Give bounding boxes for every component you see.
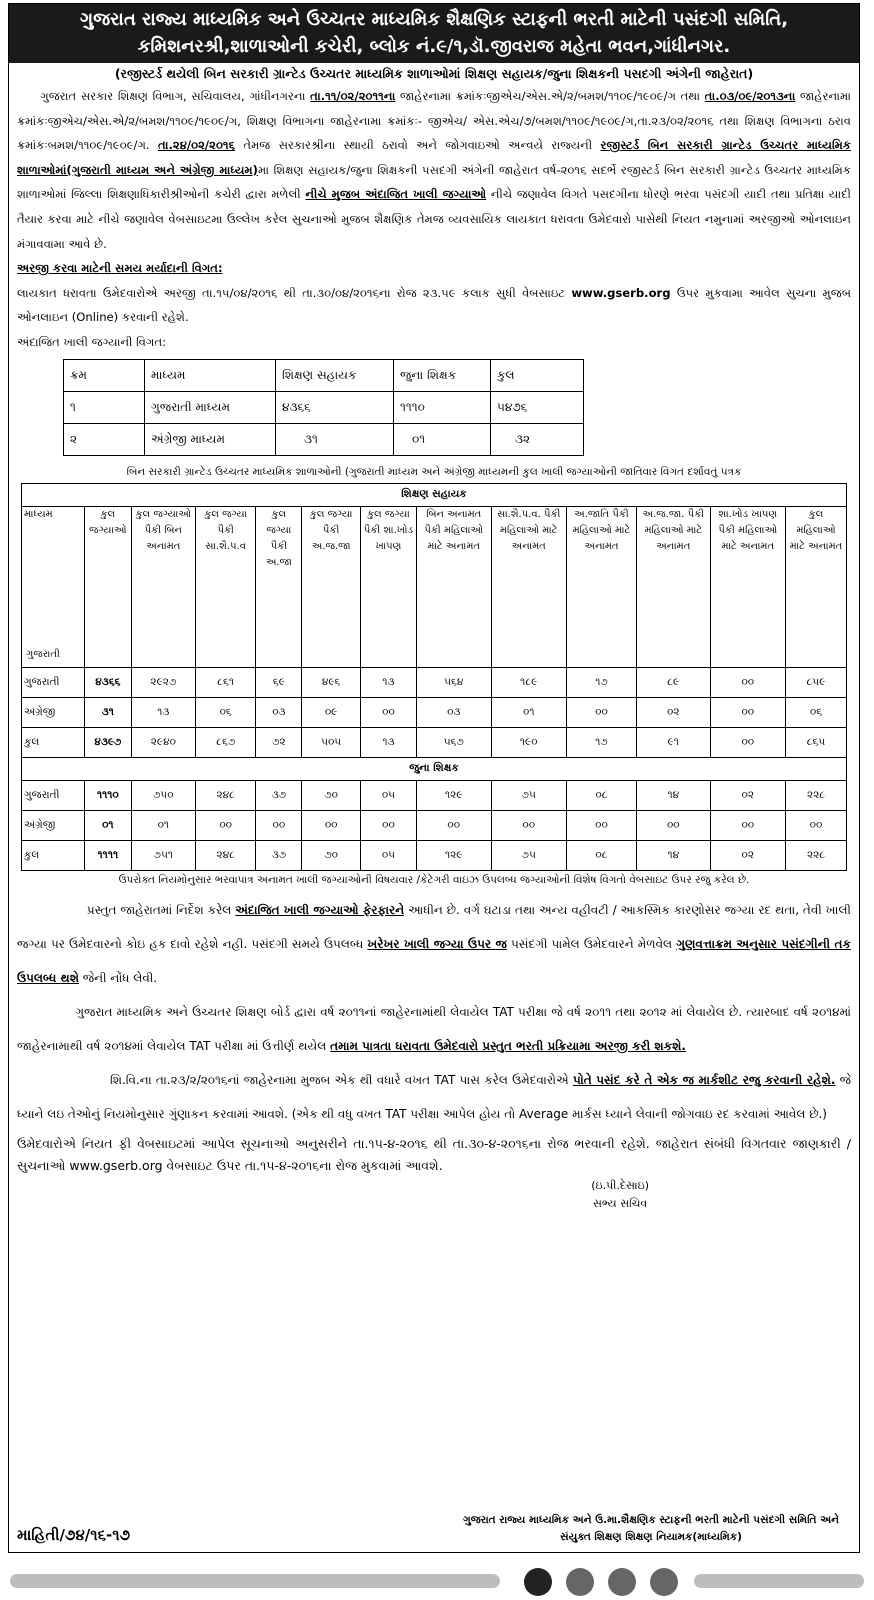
cell-value: ૦૦ [636, 810, 710, 840]
cell-value: ૧૨૯ [416, 840, 491, 870]
cell-value: ૨૪૮ [196, 780, 256, 810]
header-banner [9, 4, 859, 63]
col-header: કુલ જગ્યા પૈકી શા.ખોડ ખાપણ [360, 506, 416, 667]
cell-value: ૧૩ [131, 697, 195, 727]
cell-value: ૦૩ [256, 697, 302, 727]
summary-header-cell: માધ્યમ [145, 359, 276, 391]
website-link[interactable]: www.gserb.org [571, 285, 671, 300]
cell-value: ૨૯૪૦ [131, 727, 195, 757]
category-header-row [22, 506, 847, 667]
cell-value: ૮૬૫ [785, 727, 846, 757]
cell-value: ૦૦ [256, 810, 302, 840]
cell-value: ૭૫૧ [131, 840, 195, 870]
cell-value: ૧૮૯ [491, 667, 566, 697]
cell-value: ૮૬૭ [196, 727, 256, 757]
row-label: અંગ્રેજી [22, 697, 85, 727]
col-header: કુલ જગ્યા પૈકી અ.જ.જા [302, 506, 361, 667]
timeline-heading: અરજી કરવા માટેની સમય મર્યાદાની વિગત: [17, 261, 223, 276]
cell-value: ૦૦ [196, 810, 256, 840]
cell-value: ૦૮ [566, 840, 636, 870]
cell-value: ૦૦ [785, 810, 846, 840]
cell-value: ૩૭ [256, 780, 302, 810]
summary-row: ૧ ગુજરાતી માધ્યમ ૪૩૬૬ ૧૧૧૦ ૫૪૭૬ [64, 391, 584, 423]
cell-value: ૦૦ [491, 810, 566, 840]
page-dot[interactable] [566, 1568, 594, 1596]
cell-value: ૦૦ [416, 810, 491, 840]
cell-value: ૧૪ [636, 840, 710, 870]
timeline-text: લાયકાત ધરાવતા ઉમેદવારોએ અરજી તા.૧૫/૦૪/૨૦૧૬ થી તા.૩૦/૦૪/૨૦૧૬ના રોજ ૨૩.૫૯ કલાક સુધી વેબસાઇટ www.gserb.org ઉપર મુકવામા આવેલ સુચના મુજબ ઓનલાઇન (Online) કરવાની રહેશે. [17, 285, 851, 325]
cell-value: ૬૯ [256, 667, 302, 697]
table-row [22, 810, 847, 840]
section2-rows [22, 780, 847, 870]
cell-value: ૨૨૮ [785, 780, 846, 810]
advertisement-page [8, 3, 860, 1553]
summary-header-cell: ક્રમ [64, 359, 145, 391]
cell-value: ૦૦ [566, 810, 636, 840]
header-line2: કમિશનરશ્રી,શાળાઓની કચેરી, બ્લોક નં.૯/૧,ડૉ.જીવરાજ મહેતા ભવન,ગાંધીનગર. [137, 36, 731, 57]
header-line1: ગુજરાત રાજ્ય માધ્યમિક અને ઉચ્ચતર માધ્યમિક શૈક્ષણિક સ્ટાફની ભરતી માટેની પસંદગી સમિતિ, [79, 9, 789, 30]
section-title: શિક્ષણ સહાયક [22, 483, 847, 506]
page-dot[interactable] [650, 1568, 678, 1596]
col-header: અ.જાતિ પૈકી મહિલાઓ માટે અનામત [566, 506, 636, 667]
summary-header-row [64, 359, 584, 391]
cell-value: ૦૧ [85, 810, 132, 840]
cell-value: ૦૦ [710, 727, 785, 757]
cell-value: ૪૯૬ [302, 667, 361, 697]
summary-row: ૨ અંગ્રેજી માધ્યમ ૩૧ ૦૧ ૩૨ [64, 423, 584, 455]
row-label: ગુજરાતી [22, 780, 85, 810]
cell-value: ૫૬૭ [416, 727, 491, 757]
cell-value: ૫૦૫ [302, 727, 361, 757]
cell-value: ૦૯ [302, 697, 361, 727]
col-header: કુલ મહિલાઓ માટે અનામત [785, 506, 846, 667]
cell-value: ૦૮ [566, 780, 636, 810]
body-paragraphs: પ્રસ્તુત જાહેરાતમાં નિર્દેશ કરેલ અંદાજિત ખાલી જગ્યાઓ ફેરફારને આધીન છે. વર્ગ ઘટાડા તથા અન્ય વહીવટી / આકસ્મિક કારણોસર જગ્યા રદ થતા, તેવી ખાલી જગ્યા પર ઉમેદવારનો કોઇ હક દાવો રહેશે નહી. પસંદગી સમયે ઉપલબ્ધ ખરેખર ખાલી જગ્યા ઉપર જ પસંદગી પામેલ ઉમેદવારને મેળવેલ ગુણવત્તાક્રમ અનુસાર પસંદગીની તક ઉપલબ્ધ થશે જેની નોંધ લેવી. ગુજરાત માધ્યમિક અને ઉચ્ચતર શિક્ષણ બોર્ડ દ્વારા વર્ષ ૨૦૧૧નાં જાહેરનામાંથી લેવાયેલ TAT પરીક્ષા જે વર્ષ ૨૦૧૧ તથા ૨૦૧૨ માં લેવાયેલ છે. ત્યારબાદ વર્ષ ૨૦૧૪માં જાહેરનામાથી વર્ષ ૨૦૧૪માં લેવાયેલ TAT પરીક્ષા માં ઉત્તીર્ણ થયેલ તમામ પાત્રતા ધરાવતા ઉમેદવારો પ્રસ્તુત ભરતી પ્રક્રિયામા અરજી કરી શકશે. શિ.વિ.ના તા.૨૩/૨/૨૦૧૬નાં જાહેરનામા મુજબ એક થી વધારે વખત TAT પાસ કરેલ ઉમેદવારોએ પોતે પસંદ કરે તે એક જ માર્કશીટ રજુ કરવાની રહેશે. જે ધ્યાને લઇ તેઓનું નિયમોનુસાર ગુંણાકન કરવામાં આવશે. (એક થી વધુ વખત TAT પરીક્ષા આપેલ હોય તો Average માર્કસ ધ્યાને લેવાની જોગવાઇ રદ કરવામાં આવેલ છે.) [17, 902, 852, 1121]
page-indicator [0, 1556, 874, 1600]
row-label: ગુજરાતી [22, 667, 85, 697]
col-header: શા.ખોડ ખાપણ પૈકી મહિલાઓ માટે અનામત [710, 506, 785, 667]
cell-value: ૧૧૧૧ [85, 840, 132, 870]
cell-value: ૧૧૧૦ [85, 780, 132, 810]
col-header: કુલ જગ્યા પૈકી અ.જા [256, 506, 302, 667]
category-caption: બિન સરકારી ગ્રાન્ટેડ ઉચ્ચતર માધ્યમિક શાળાઓની (ગુજરાતી માધ્યમ અને અંગ્રેજી માધ્યમની કુલ ખાલી જગ્યાઓની જાતિવાર વિગત દર્શાવતું પત્રક [126, 465, 742, 478]
page-dot[interactable] [608, 1568, 636, 1596]
vacancy-label: અંદાજિત ખાલી જગ્યાની વિગત: [17, 334, 167, 349]
page-dot-active[interactable] [524, 1568, 552, 1596]
table-row [22, 840, 847, 870]
cell-value: ૦૦ [710, 697, 785, 727]
row-label: અંગ્રેજી [22, 810, 85, 840]
cell-value: ૩૭ [256, 840, 302, 870]
col-header: કુલ જગ્યાઓ પૈકી બિન અનામત [131, 506, 195, 667]
section-row [22, 757, 847, 780]
cell-value: ૦૨ [710, 780, 785, 810]
cell-value: ૦૧ [491, 697, 566, 727]
col-header: સા.શૈ.પ.વ. પૈકી મહિલાઓ માટે અનામત [491, 506, 566, 667]
cell-value: ૦૩ [416, 697, 491, 727]
row-label: કુલ [22, 727, 85, 757]
cell-value: ૦૦ [302, 810, 361, 840]
cell-value: ૦૧ [131, 810, 195, 840]
footer-org: ગુજરાત રાજ્ય માધ્યમિક અને ઉ.મા.શૈક્ષણિક સ્ટાફની ભરતી માટેની પસંદગી સમિતિ અને સંયુક્ત શિક્ષણ શિક્ષણ નિયામક(માધ્યમિક) [463, 1514, 839, 1543]
cell-value: ૧૪ [636, 780, 710, 810]
cell-value: ૦૦ [710, 810, 785, 840]
summary-table [63, 359, 584, 456]
cell-value: ૧૯૦ [491, 727, 566, 757]
cell-value: ૩૧ [85, 697, 132, 727]
cell-value: ૦૬ [196, 697, 256, 727]
cell-value: ૦૫ [360, 780, 416, 810]
summary-header-cell: શિક્ષણ સહાયક [276, 359, 394, 391]
table-note: ઉપરોક્ત નિયમોનુસાર ભરવાપાત્ર અનામત ખાલી જગ્યાઓની વિષયવાર /કેટેગરી વાઇઝ ઉપલબ્ધ જગ્યાઓની વિશેષ વિગતો વેબસાઇટ ઉપર રજુ કરેલ છે. [118, 873, 750, 886]
summary-header-cell: જુના શિક્ષક [394, 359, 491, 391]
cell-value: ૦૦ [710, 667, 785, 697]
row-label: કુલ [22, 840, 85, 870]
cell-value: ૮૫૯ [785, 667, 846, 697]
cell-value: ૧૭ [566, 667, 636, 697]
cell-value: ૮૬૧ [196, 667, 256, 697]
cell-value: ૧૭ [566, 727, 636, 757]
table-row [22, 697, 847, 727]
signatory-name: (ઇ.પી.દેસાઇ) [591, 1178, 649, 1192]
cell-value: ૫૬૪ [416, 667, 491, 697]
cell-value: ૦૫ [360, 840, 416, 870]
intro-paragraph: ગુજરાત સરકાર શિક્ષણ વિભાગ, સચિવાલય, ગાંધીનગરના તા.૧૧/૦૨/૨૦૧૧ના જાહેરનામા ક્રમાંકઃજીએચ/એસ.એ/૨/બમશ/૧૧૦૯/૧૯૦૯/ગ તથા તા.૦૩/૦૯/૨૦૧૩ના જાહેરનામા ક્રમાંકઃજીએચ/એસ.એ/૨/બમશ/૧૧૦૯/૧૯૦૯/ગ, શિક્ષણ વિભાગના જાહેરનામા ક્રમાંકઃ- જીએચ/ એસ.એચ/૭/બમશ/૧૧૦૯/૧૯૦૯/ગ,તા.૨૩/૦૨/૨૦૧૬ તથા શિક્ષણ વિભાગના ઠરાવ ક્રમાંકઃબમશ/૧૧૦૯/૧૯૦૯/ગ. તા.૨૪/૦૨/૨૦૧૬ તેમજ સરકારશ્રીના સ્થાયી ઠરાવો અને જોગવાઇઓ અન્વયે રાજ્યની રજીસ્ટર્ડ બિન સરકારી ગ્રાન્ટેડ ઉચ્ચતર માધ્યમિક શાળાઓમાં(ગુજરાતી માધ્યમ અને અંગ્રેજી માધ્યમ)મા શિક્ષણ સહાયક/જુના શિક્ષકની પસદગી અંગેની જાહેરાત વર્ષ-૨૦૧૬ સદર્ભે રજીસ્ટર્ડ બિન સરકારી ગ્રાન્ટેડ ઉચ્ચતર માધ્યમિક શાળાઓમાં જિલ્લા શિક્ષણાધિકારીશ્રીઓની કચેરી દ્વારા મળેલી નીચે મુજબ અંદાજિત ખાલી જગ્યાઓ નીચે જણાવેલ વિગતે પસદગીના ધોરણે ભરવા પસંદગી યાદી તથા પ્રતિક્ષા યાદી તૈયાર કરવા માટે નીચે જણાવેલ વેબસાઇટમા ઉલ્લેખ કરેલ સુચનાઓ મુજબ શૈક્ષણિક તેમજ વ્યવસાયિક લાયકાત ધરાવતા ઉમેદવારો પાસેથી નિયત નમુનામાં અરજીઓ ઓનલાઇન મંગાવવામા આવે છે. અરજી કરવા માટેની સમય મર્યાદાની વિગત: લાયકાત ધરાવતા ઉમેદવારોએ અરજી તા.૧૫/૦૪/૨૦૧૬ થી તા.૩૦/૦૪/૨૦૧૬ના રોજ ૨૩.૫૯ કલાક સુધી વેબસાઇટ www.gserb.org ઉપર મુકવામા આવેલ સુચના મુજબ ઓનલાઇન (Online) કરવાની રહેશે. અંદાજિત ખાલી જગ્યાની વિગત: [9, 84, 859, 355]
cell-value: ૮૯ [636, 667, 710, 697]
cell-value: ૪૩૬૬ [85, 667, 132, 697]
table-row [22, 780, 847, 810]
subheading: (રજીસ્ટર્ડ થયેલી બિન સરકારી ગ્રાન્ટેડ ઉચ્ચતર માધ્યમિક શાળાઓમાં શિક્ષણ સહાયક/જુના શિક્ષકની પસદગી અંગેની જાહેરાત) [114, 66, 754, 81]
signature-block [9, 1177, 859, 1213]
section-row [22, 483, 847, 506]
cell-value: ૦૨ [636, 697, 710, 727]
col-header: બિન અનામત પૈકી મહિલાઓ માટે અનામત [416, 506, 491, 667]
cell-value: ૨૯૨૭ [131, 667, 195, 697]
cell-value: ૦૦ [360, 697, 416, 727]
cell-value: ૧૩ [360, 727, 416, 757]
cell-value: ૭૫ [491, 780, 566, 810]
cell-value: ૭૨ [256, 727, 302, 757]
section1-rows [22, 667, 847, 757]
summary-header-cell: કુલ [491, 359, 584, 391]
table-row [22, 727, 847, 757]
col-header: અ.જ.જા. પૈકી મહિલાઓ માટે અનામત [636, 506, 710, 667]
cell-value: ૭૫૦ [131, 780, 195, 810]
cell-value: ૧૩ [360, 667, 416, 697]
category-table [21, 483, 847, 871]
section-title: જુના શિક્ષક [22, 757, 847, 780]
col-header: કુલ જગ્યા પૈકી સા.શૈ.પ.વ [196, 506, 256, 667]
scroll-track-right [694, 1574, 864, 1588]
col-medium-header: માધ્યમ ગુજરાતી [22, 506, 85, 667]
signatory-title: સભ્ય સચિવ [592, 1196, 648, 1210]
cell-value: ૧૨૯ [416, 780, 491, 810]
cell-value: ૭૦ [302, 780, 361, 810]
footer-code: માહિતી/૭૪/૧૬-૧૭ [17, 1526, 130, 1544]
table-row [22, 667, 847, 697]
cell-value: ૨૨૮ [785, 840, 846, 870]
cell-value: ૪૩૯૭ [85, 727, 132, 757]
cell-value: ૦૦ [360, 810, 416, 840]
cell-value: ૦૨ [710, 840, 785, 870]
cell-value: ૯૧ [636, 727, 710, 757]
cell-value: ૦૦ [566, 697, 636, 727]
scroll-track [10, 1574, 500, 1588]
col-header: કુલ જગ્યાઓ [85, 506, 132, 667]
cell-value: ૨૪૮ [196, 840, 256, 870]
fee-paragraph: ઉમેદવારોએ નિયત ફી વેબસાઇટમાં આપેલ સૂચનાઓ અનુસરીને તા.૧૫-૪-૨૦૧૬ થી તા.૩૦-૪-૨૦૧૬ના રોજ ભરવાની રહેશે. જાહેરાત સંબંધી વિગતવાર જાણકારી /સુચનાઓ www.gserb.org વેબસાઇટ ઉપર તા.૧૫-૪-૨૦૧૬ના રોજ મુકવામાં આવશે. [17, 1135, 851, 1173]
cell-value: ૦૬ [785, 697, 846, 727]
cell-value: ૭૦ [302, 840, 361, 870]
cell-value: ૭૫ [491, 840, 566, 870]
